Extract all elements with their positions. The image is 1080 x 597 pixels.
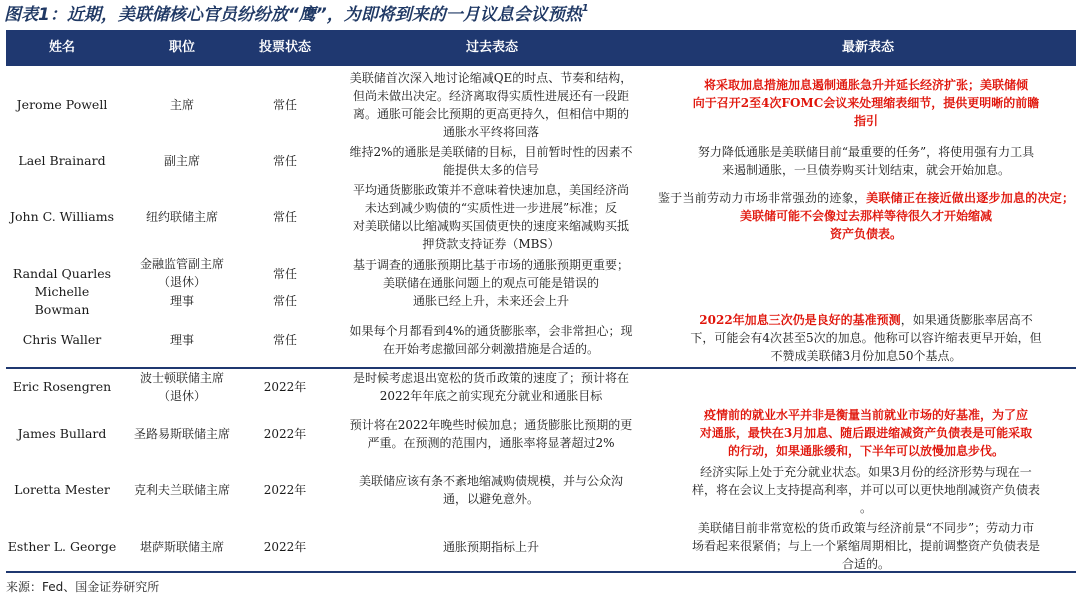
member-position: 主席 (169, 98, 194, 112)
member-status: 常任 (272, 333, 297, 347)
member-position: 纽约联储主席 (145, 210, 218, 224)
past-statement: 平均通货膨胀政策并不意味着快速加息，美国经济尚 未达到减少购债的“实质性进一步进展”标准；反 对美联储以比缩减购买国债更快的速度来缩减购买抵 押贷款支持证券（MBS） (352, 183, 629, 251)
latest-statement-powell: 将采取加息措施加息遏制通胀急升并延长经济扩张；美联储倾 向于召开2至4次FOMC会议来处理缩表细节，提供更明晰的前瞻 指引 (692, 78, 1040, 128)
member-position: 圣路易斯联储主席 (133, 427, 230, 441)
member-status: 2022年 (263, 427, 307, 441)
footnote-marker: 1 (581, 3, 589, 14)
member-status: 常任 (272, 98, 297, 112)
past-statement: 预计将在2022年晚些时候加息；通货膨胀比预期的更 严重。在预测的范围内，通胀率将显著超过2% (349, 418, 633, 450)
member-name: Lael Brainard (18, 153, 106, 168)
member-name: James Bullard (17, 426, 107, 441)
figure-title-text: 图表1：近期，美联储核心官员纷纷放“鹰”，为即将到来的一月议息会议预热 (4, 5, 582, 25)
member-status: 常任 (272, 267, 297, 281)
member-position: 副主席 (163, 154, 200, 168)
member-status: 2022年 (263, 540, 307, 554)
member-status: 常任 (272, 154, 297, 168)
latest-statement-text: 鉴于当前劳动力市场非常强劲的迹象， (658, 191, 867, 205)
latest-statement-highlight: 加息的决定；美联储可能不会像过去那样等待很久才开始缩减 资产负债表。 (739, 191, 1074, 241)
latest-statement-highlight: 美联储正在接近做出逐步 (866, 191, 1001, 205)
past-statement: 如果每个月都看到4%的通货膨胀率，会非常担心；现 在开始考虑撤回部分刺激措施是合适的。 (349, 324, 633, 356)
column-header-past: 过去表态 (465, 40, 518, 55)
column-header-latest: 最新表态 (841, 40, 894, 55)
member-name: John C. Williams (9, 209, 115, 224)
member-position: 堪萨斯联储主席 (139, 540, 224, 554)
member-name: Esther L. George (7, 539, 117, 554)
member-position: 波士顿联储主席 （退休） (139, 371, 224, 403)
latest-statement-williams (658, 189, 1074, 245)
member-status: 常任 (272, 210, 297, 224)
latest-statement-george: 美联储目前非常宽松的货币政策与经济前景“不同步”；劳动力市 场看起来很紧俏；与上一个紧缩周期相比，提前调整资产负债表是 合适的。 (691, 521, 1040, 571)
member-status: 2022年 (263, 380, 307, 394)
member-position: 理事 (169, 333, 194, 347)
latest-statement-highlight: 2022年加息三次仍是良好的基准预测 (699, 313, 901, 327)
member-position: 理事 (169, 294, 194, 308)
member-status: 常任 (272, 294, 297, 308)
latest-statement-waller (658, 311, 1074, 367)
past-statement: 通胀预期指标上升 (442, 540, 539, 554)
member-name: Loretta Mester (14, 482, 110, 497)
latest-statement-bullard: 疫情前的就业水平并非是衡量当前就业市场的好基准，为了应 对通胀，最快在3月加息、随后跟进缩减资产负债表是可能采取 的行动，如果通胀缓和，下半年可以放慢加息步伐。 (699, 408, 1033, 458)
member-name: Chris Waller (22, 332, 102, 347)
past-statement: 是时候考虑退出宽松的货币政策的速度了；预计将在 2022年年底之前实现充分就业和通胀目标 (352, 371, 629, 403)
member-name: Michelle Bowman (34, 284, 90, 317)
member-position: 金融监管副主席 （退休） (139, 257, 224, 289)
latest-statement-mester: 经济实际上处于充分就业状态。如果3月份的经济形势与现在一 样，将在会议上支持提高利率，并可以可以更快地削减资产负债表 。 (691, 465, 1040, 515)
past-statement: 美联储首次深入地讨论缩减QE的时点、节奏和结构， 但尚未做出决定。经济离取得实质性进展还有一段距 离。通胀可能会比预期的更高更持久，但相信中期的 通胀水平终将回落 (349, 71, 633, 139)
member-name: Jerome Powell (16, 97, 108, 112)
member-status: 2022年 (263, 483, 307, 497)
past-statement: 美联储应该有条不紊地缩减购债规模，并与公众沟 通，以避免意外。 (358, 474, 623, 506)
figure-title (4, 3, 1076, 27)
column-header-position: 职位 (168, 40, 195, 55)
member-name: Eric Rosengren (12, 379, 112, 394)
member-name: Randal Quarles (12, 266, 112, 281)
past-statement: 维持2%的通胀是美联储的目标，目前暂时性的因素不 能提供太多的信号 (349, 145, 633, 177)
table-header (6, 30, 1076, 66)
past-statement: 基于调查的通胀预期比基于市场的通胀预期更重要； 美联储在通胀问题上的观点可能是错误的 通胀已经上升，未来还会上升 (352, 258, 629, 308)
latest-statement-text: ，如果通货膨胀率居高不 下，可能会有4次甚至5次的加息。他称可以容许缩表更早开始，但 不赞成美联储3月份加息50个基点。 (690, 313, 1042, 363)
column-header-name: 姓名 (48, 40, 75, 55)
source-note: 来源：Fed、国金证券研究所 (6, 580, 160, 594)
column-header-status: 投票状态 (258, 40, 311, 55)
latest-statement-brainard: 努力降低通胀是美联储目前“最重要的任务”，将使用强有力工具 来遏制通胀，一旦债券购买计划结束，就会开始加息。 (697, 145, 1035, 177)
member-position: 克利夫兰联储主席 (133, 483, 230, 497)
